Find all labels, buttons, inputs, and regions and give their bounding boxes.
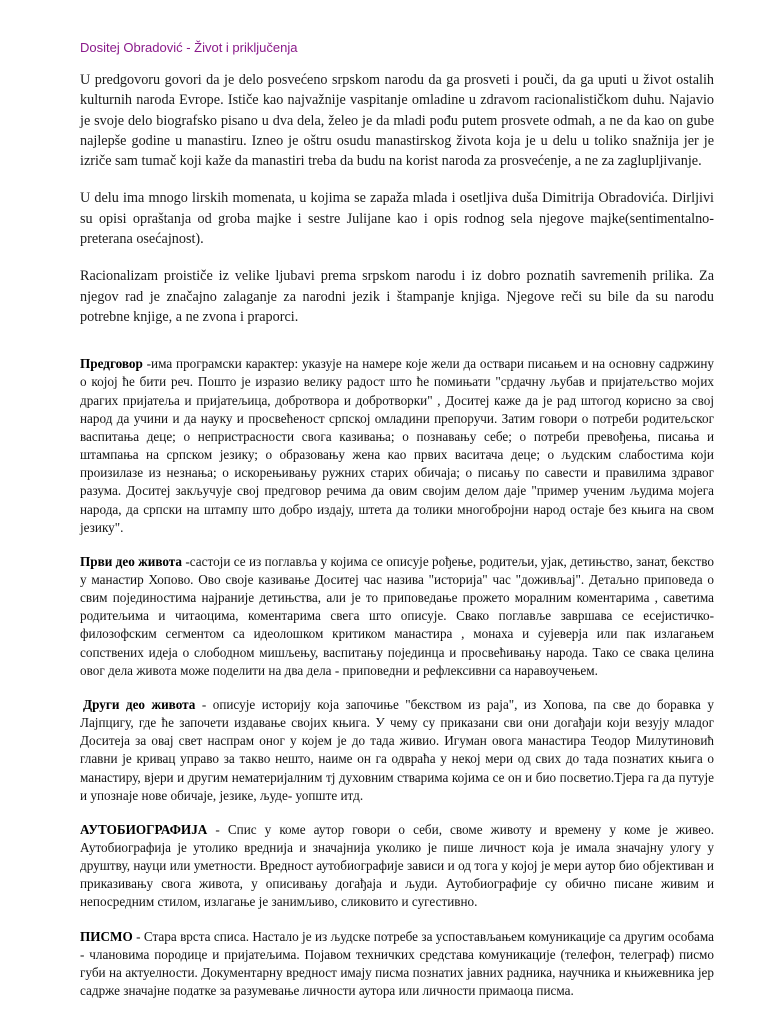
document-page [80,40,714,1016]
intro-paragraph-1: U predgovoru govori da je delo posvećeno srpskom narodu da ga prosveti i pouči, da ga uputi u život ostalih kulturnih naroda Evrope. Ističe kao najvažnije vaspitanje omladine u zdravom racionalističkom duhu. Najavio je svoje delo biografsko pisano u dva dela, želeo je da mladi pođu putem prosvete odmah, a ne da kao on gube najlepše godine u manastiru. Izneo je oštru osudu manastirskog života koja je u delu u toliko snažnija jer je izriče sam tumač koji kaže da manastiri treba da budu na korist naroda za prosvećenje, a ne za zaglupljivanje. [80,72,714,170]
section-text: - Стара врста списа. Настало је из људске потребе за успостављањем комуникације са другим особама - члановима породице и пријатељима. Појавом техничких средстава комуникације (телефон, телеграф) писмо губи на актуелности. Документарну вредност имају писма познатих јавних радника, научника и књижевника јер садрже значајне податке за разумевање личности аутора или личности примаоца писма. [80,928,714,999]
section-autobiografija [80,821,714,912]
document-title: Dositej Obradović - Život i priključenja [80,40,298,55]
intro-paragraph-3: Racionalizam proističe iz velike ljubavi prema srpskom narodu i iz dobro poznatih savremenih prilika. Za njegov rad je značajno zalaganje za narodni jezik i štampanje knjiga. Njegove reči su bile da su narodu potrebne knjige, a ne zvona i praporci. [80,268,714,325]
section-drugi-deo [80,696,714,805]
section-text: -састоји се из поглавља у којима се описује рођење, родитељи, ујак, детињство, занат, бекство у манастир Хопово. Ово своје казивање Доситеј час назива "историја" час "доживљај". Детаљно приповеда о свим појединостима најраније детињства, али је то приповедање прожето моралним коментарима , саветима родитељима и читаоцима, коментарима свега што описује. Свако поглавље завршава се есејистичко-филозофским сегментом са идеолошком критиком манастира , монаха и сујеверја или пак излагањем сопствених идеја о слободном мишљењу, васпитању појединца и просвећивању народа. Тако се свака целина овог дела живота може поделити на два дела - приповедни и рефлексивни са наравоучењем. [80,553,714,678]
section-term: Други део живота [83,696,196,712]
section-term: Предговор [80,356,143,372]
section-pismo [80,928,714,1001]
section-text: - Спис у коме аутор говори о себи, своме животу и времену у коме је живео. Аутобиографија је утолико вреднија и значајнија уколико је пише личност која је имала значајну улогу у друштву, науци или уметности. Вредност аутобиографије зависи и од тога у којој је мери аутор био објективан и приказивању свога живота, у описивању догађаја и људи. Аутобиографије су обично писане живим и непосредним стилом, излагање је занимљиво, сликовито и сугестивно. [80,821,714,910]
section-text: - описује историју која започиње "бекством из раја", из Хопова, па све до боравка у Лајпцигу, где ће започети издавање својих књига. У чему су приказани сви они догађаји који везују младог Доситеја за овај свет наспрам оног у којем је до тада живио. Игуман овога манастира Теодор Милутиновић главни је кривац управо за такво нешто, наиме он га одвраћа у некој мери од свих до тада познатих књига о манастиру, вјери и другим нематеријалним тј духовним стварима којима се он и био посветио.Тјера га да путује и упознаје нове обичаје, језике, људе- уопште итд. [80,696,714,803]
section-prvi-deo [80,553,714,680]
intro-paragraph-2: U delu ima mnogo lirskih momenata, u kojima se zapaža mlada i osetljiva duša Dimitrija Obradovića. Dirljivi su opisi opraštanja od groba majke i sestre Julijane kao i opis rodnog sela njegove majke(sentimentalno-preterana osećajnost). [80,190,714,248]
section-text: -има програмски карактер: указује на намере које жели да оствари писањем и на основну садржину о којој ће бити реч. Пошто је изразио велику радост што ће помињати "срдачну љубав и пријатељство мојих драгих пријатеља и пријатељица, добротвора и добротворки" , Доситеј каже да је рад штогод корисно за свој народ да учини и да науку и просвећеност српској омладини препоручи. Затим говори о потреби родитељског васпитања деце; о непристрасности свога казивања; о познавању себе; о потреби превођења, писања и штампања на српском језику; о образовању жена као првих васитача деце; о људским слабостима који произилазе из незнања; о искорењивању ружних старих обичаја; о писању по савести и правилима здравог разума. Доситеј закључује свој предговор речима да овим својим делом даје "пример ученим људима мојега народа, да српски на штампу што добро издају, штета да толики многобројни народ остаје без књига на свом језику". [80,356,714,535]
section-term: ПИСМО [80,928,133,944]
section-predgovor [80,355,714,537]
section-term: АУТОБИОГРАФИЈА [80,821,208,837]
section-term: Први део живота [80,553,183,569]
